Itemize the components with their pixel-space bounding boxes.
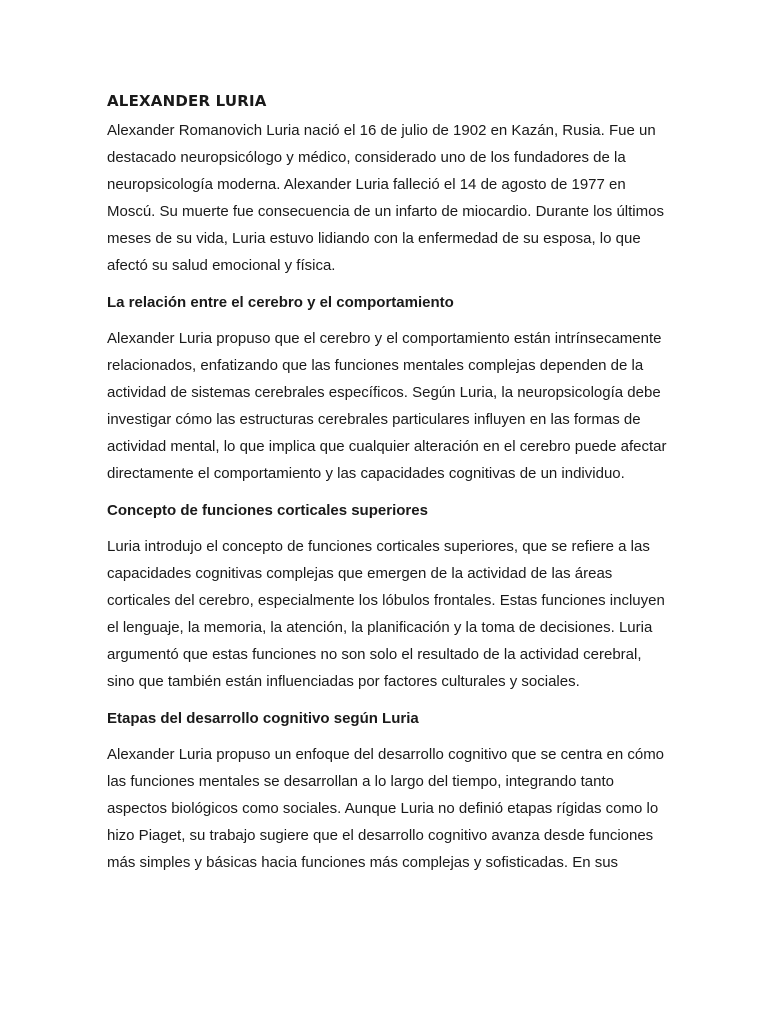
intro-paragraph: Alexander Romanovich Luria nació el 16 de julio de 1902 en Kazán, Rusia. Fue un destacado neuropsicólogo y médico, considerado uno de los fundadores de la neuropsicología moderna. Alexander Luria falleció el 14 de agosto de 1977 en Moscú. Su muerte fue consecuencia de un infarto de miocardio. Durante los últimos meses de su vida, Luria estuvo lidiando con la enfermedad de su esposa, lo que afectó su salud emocional y física.	[107, 122, 664, 274]
section-paragraph-higher-cortical-functions: Luria introdujo el concepto de funciones corticales superiores, que se refiere a las capacidades cognitivas complejas que emergen de la actividad de las áreas corticales del cerebro, especialmente los lóbulos frontales. Estas funciones incluyen el lenguaje, la memoria, la atención, la planificación y la toma de decisiones. Luria argumentó que estas funciones no son solo el resultado de la actividad cerebral, sino que también están influenciadas por factores culturales y sociales.	[107, 538, 665, 690]
document-title: ALEXANDER LURIA	[107, 92, 267, 110]
document-page	[107, 90, 667, 876]
section-heading-higher-cortical-functions: Concepto de funciones corticales superiores	[107, 502, 428, 519]
section-heading-brain-behavior: La relación entre el cerebro y el comportamiento	[107, 294, 454, 311]
section-paragraph-cognitive-development: Alexander Luria propuso un enfoque del desarrollo cognitivo que se centra en cómo las funciones mentales se desarrollan a lo largo del tiempo, integrando tanto aspectos biológicos como sociales. Aunque Luria no definió etapas rígidas como lo hizo Piaget, su trabajo sugiere que el desarrollo cognitivo avanza desde funciones más simples y básicas hacia funciones más complejas y sofisticadas. En sus	[107, 746, 665, 871]
section-paragraph-brain-behavior: Alexander Luria propuso que el cerebro y el comportamiento están intrínsecamente relacionados, enfatizando que las funciones mentales complejas dependen de la actividad de sistemas cerebrales específicos. Según Luria, la neuropsicología debe investigar cómo las estructuras cerebrales particulares influyen en las formas de actividad mental, lo que implica que cualquier alteración en el cerebro puede afectar directamente el comportamiento y las capacidades cognitivas de un individuo.	[107, 330, 667, 482]
section-heading-cognitive-development: Etapas del desarrollo cognitivo según Luria	[107, 710, 419, 727]
